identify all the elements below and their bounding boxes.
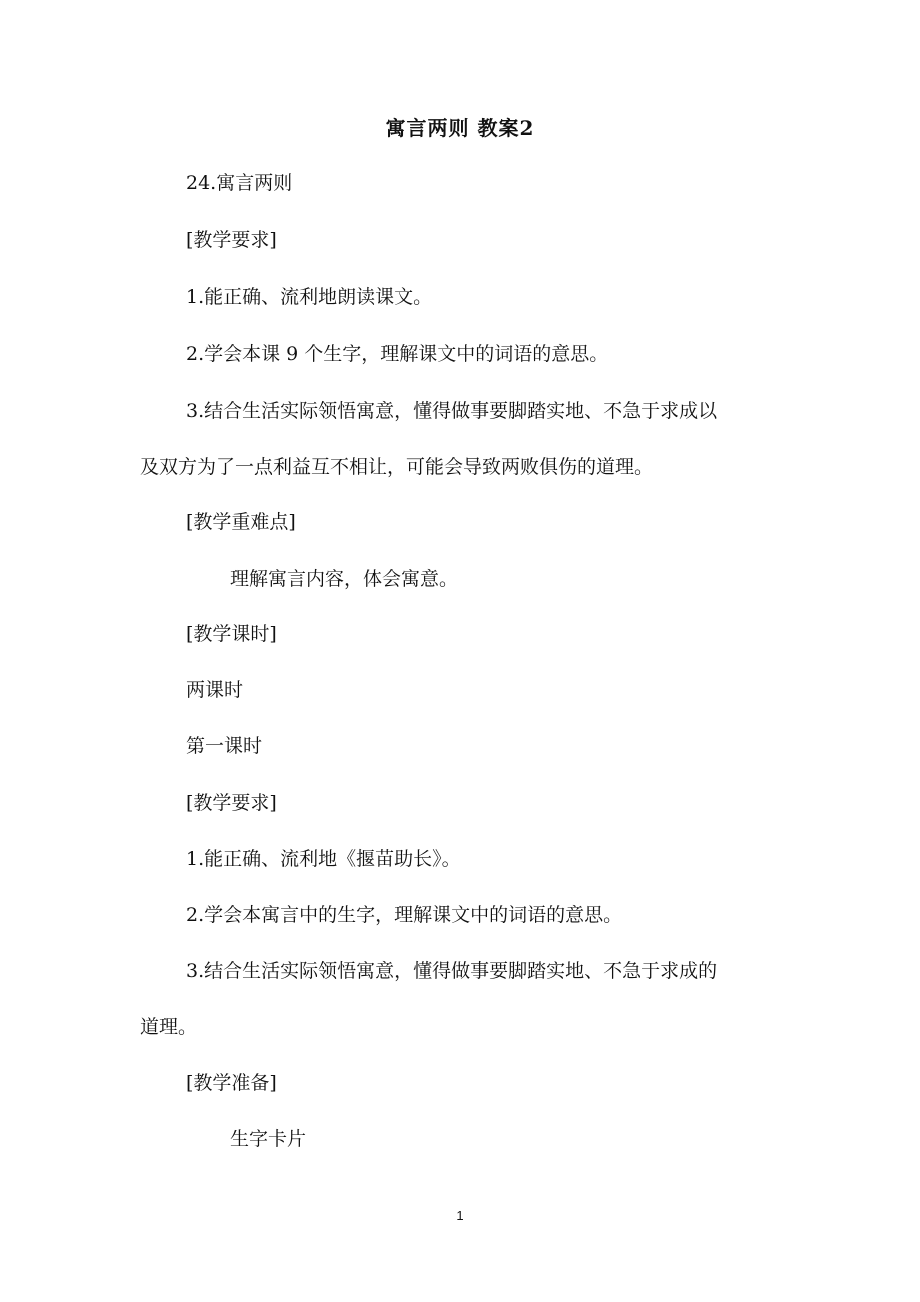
requirement-item-continuation: 道理。 bbox=[140, 1016, 198, 1038]
period-heading: 第一课时 bbox=[186, 735, 263, 757]
preparation-text: 生字卡片 bbox=[230, 1128, 307, 1150]
requirement-item: 3.结合生活实际领悟寓意，懂得做事要脚踏实地、不急于求成的 bbox=[186, 960, 718, 982]
section-heading-preparation: [教学准备] bbox=[186, 1072, 277, 1094]
requirement-item: 2.学会本课 9 个生字，理解课文中的词语的意思。 bbox=[186, 343, 609, 365]
section-heading-periods: [教学课时] bbox=[186, 623, 277, 645]
requirement-item: 1.能正确、流利地朗读课文。 bbox=[186, 286, 433, 308]
section-heading-key-points: [教学重难点] bbox=[186, 511, 296, 533]
key-points-text: 理解寓言内容，体会寓意。 bbox=[230, 568, 459, 590]
requirement-item-continuation: 及双方为了一点利益互不相让，可能会导致两败俱伤的道理。 bbox=[140, 456, 654, 478]
periods-text: 两课时 bbox=[186, 679, 244, 701]
section-heading-requirements: [教学要求] bbox=[186, 792, 277, 814]
section-heading-requirements: [教学要求] bbox=[186, 229, 277, 251]
page-number: 1 bbox=[456, 1208, 464, 1223]
document-title: 寓言两则 教案2 bbox=[385, 116, 535, 140]
lesson-heading: 24.寓言两则 bbox=[186, 172, 293, 194]
requirement-item: 2.学会本寓言中的生字，理解课文中的词语的意思。 bbox=[186, 904, 623, 926]
requirement-item: 3.结合生活实际领悟寓意，懂得做事要脚踏实地、不急于求成以 bbox=[186, 400, 718, 422]
requirement-item: 1.能正确、流利地《揠苗助长》。 bbox=[186, 848, 461, 870]
